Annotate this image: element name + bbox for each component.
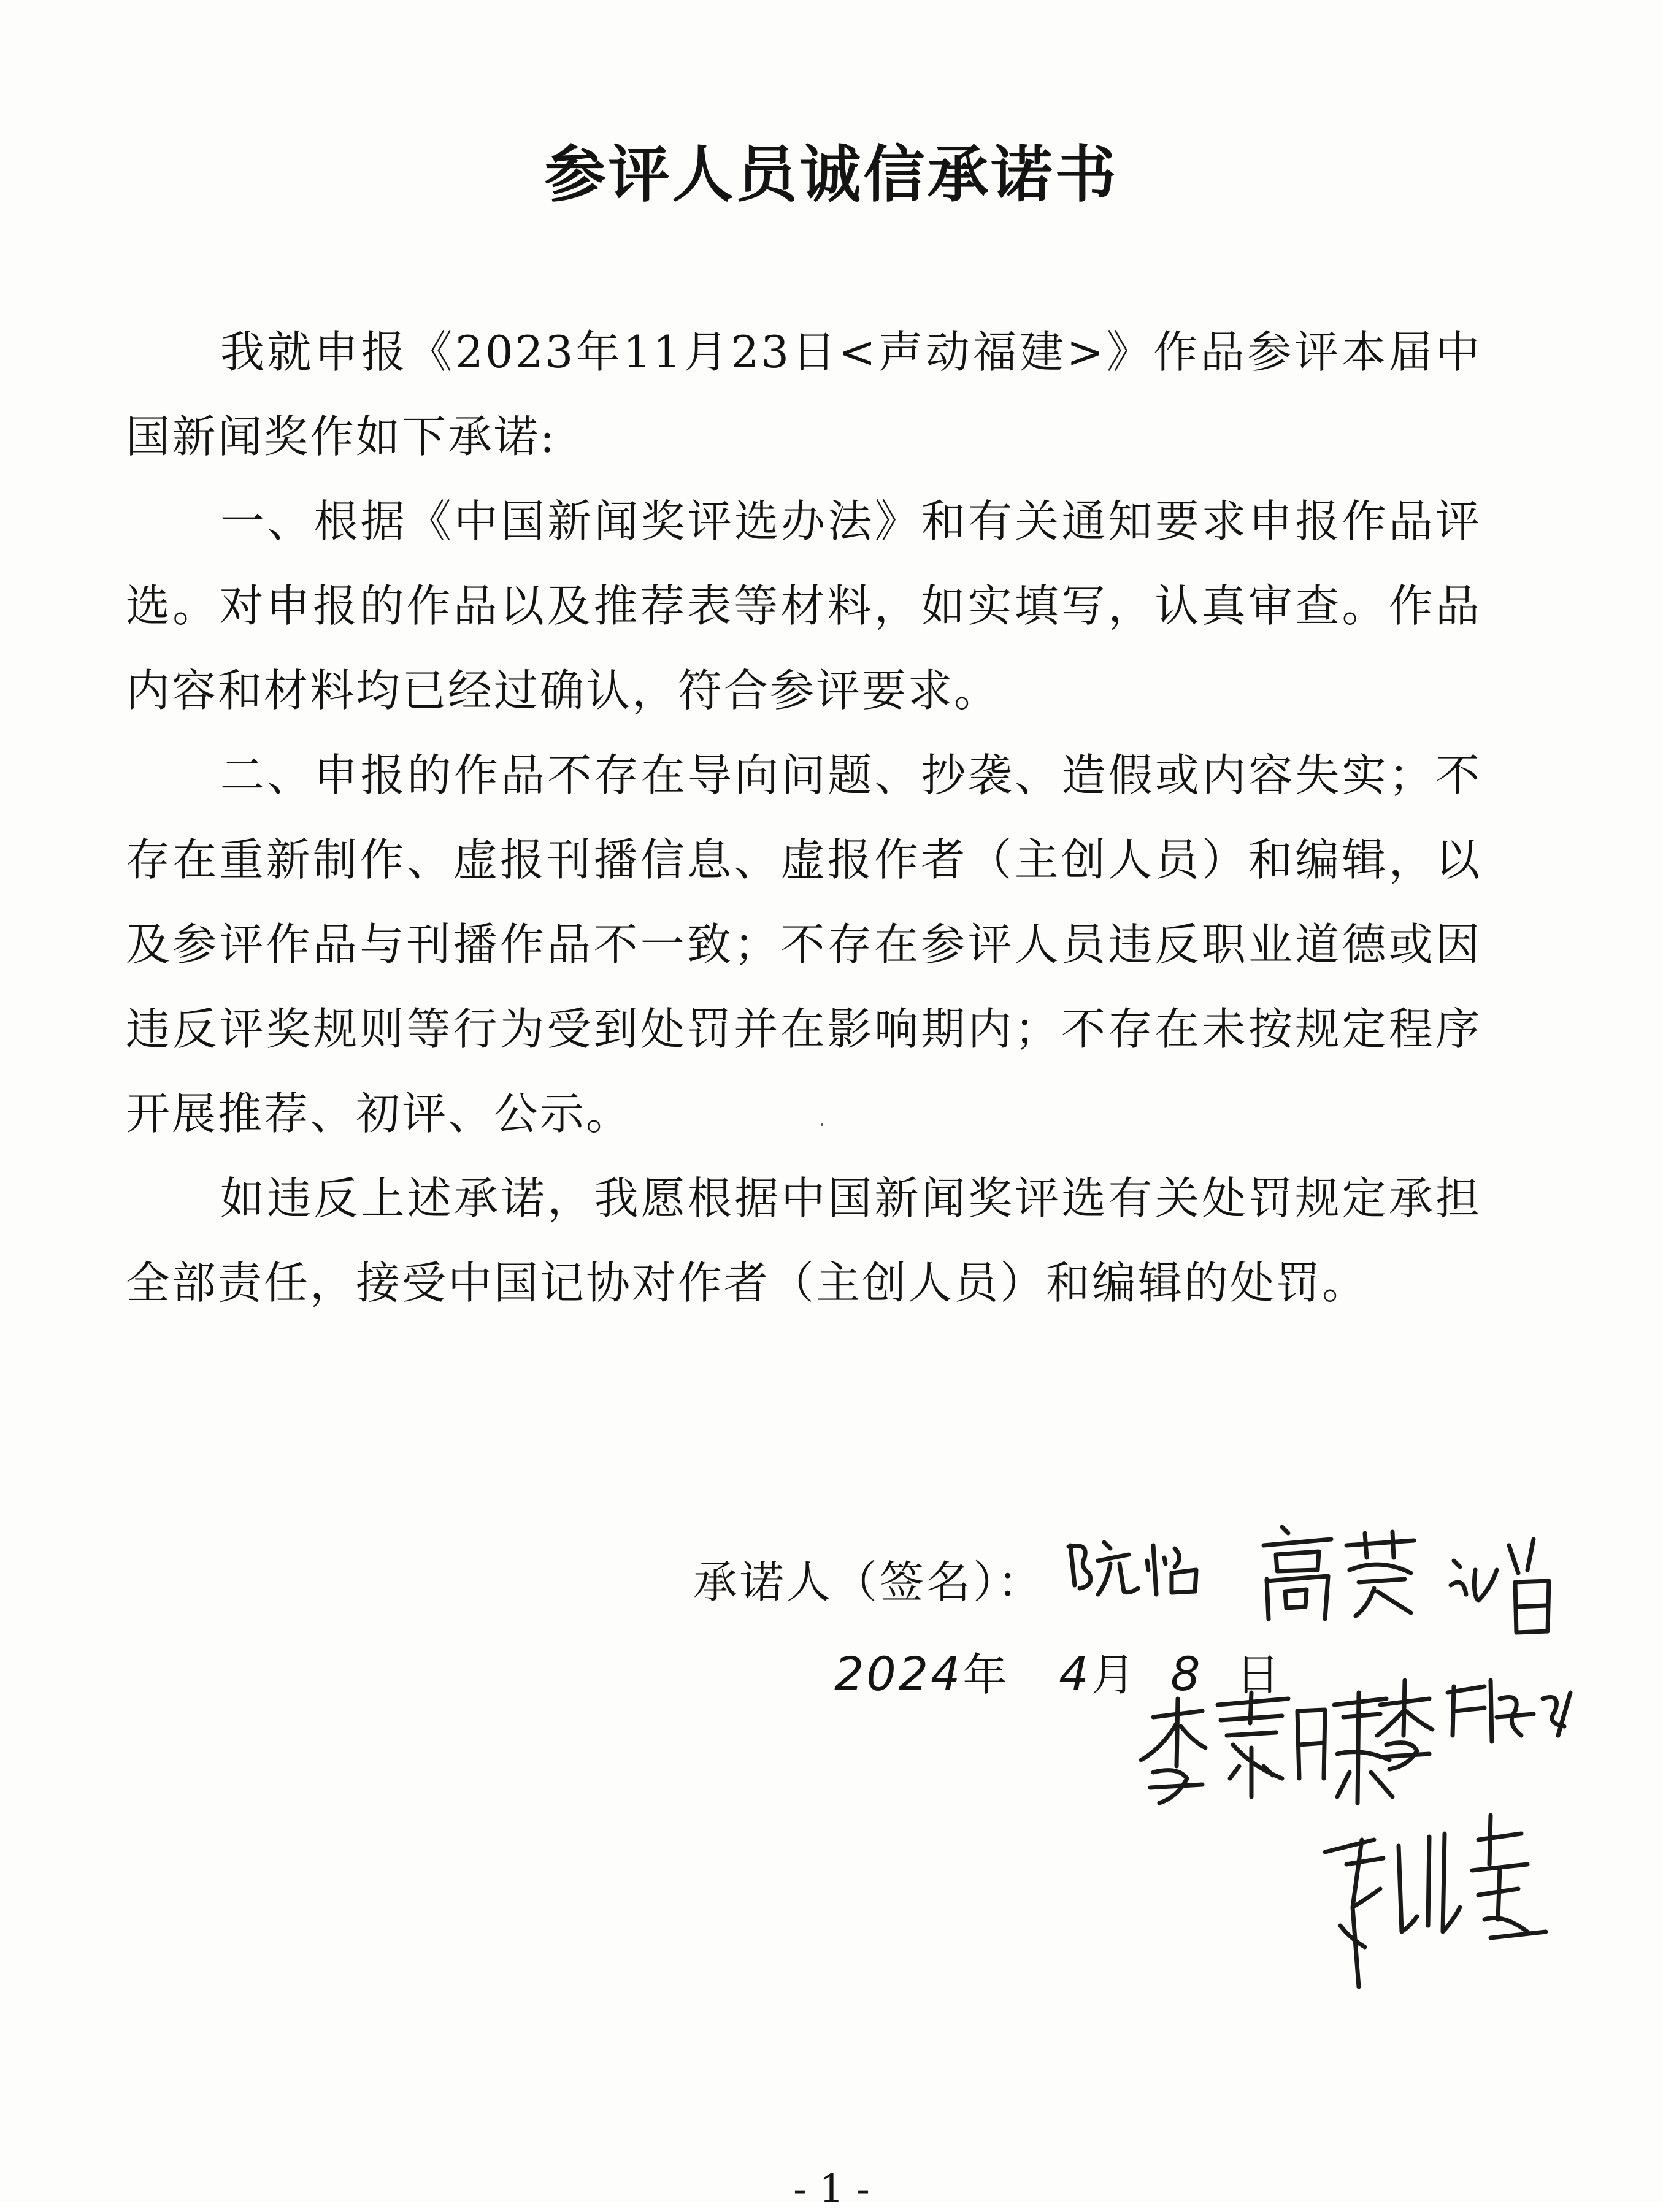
signature-2 [1264, 1527, 1414, 1619]
document-body [126, 310, 1481, 1325]
date-year: 2024 [834, 1647, 963, 1701]
signature-6 [1325, 1815, 1546, 1987]
commitment-one-paragraph: 一、根据《中国新闻奖评选办法》和有关通知要求申报作品评选。对申报的作品以及推荐表等材料，如实填写，认真审查。作品内容和材料均已经过确认，符合参评要求。 [126, 496, 1481, 716]
signature-3 [1451, 1539, 1549, 1632]
date-month: 4 [1059, 1647, 1091, 1701]
date-day: 8 [1170, 1647, 1203, 1701]
date-day-unit: 日 [1235, 1649, 1283, 1701]
signature-5 [1377, 1680, 1570, 1769]
signing-date [834, 1644, 1282, 1705]
liability-paragraph: 如违反上述承诺，我愿根据中国新闻奖评选有关处罚规定承担全部责任，接受中国记协对作者（主创人员）和编辑的处罚。 [126, 1173, 1481, 1309]
stray-ink-dot [821, 1123, 823, 1126]
date-year-unit: 年 [962, 1649, 1010, 1701]
signature-4 [1141, 1693, 1392, 1803]
date-month-unit: 月 [1091, 1649, 1138, 1701]
signature-1 [1069, 1542, 1196, 1594]
document-title: 参评人员诚信承诺书 [544, 139, 1119, 210]
commitment-two-paragraph: 二、申报的作品不存在导向问题、抄袭、造假或内容失实；不存在重新制作、虚报刊播信息、虚报作者（主创人员）和编辑，以及参评作品与刊播作品不一致；不存在参评人员违反职业道德或因违反评奖规则等行为受到处罚并在影响期内；不存在未按规定程序开展推荐、初评、公示。 [126, 749, 1481, 1139]
page-number: - 1 - [793, 2167, 870, 2212]
signature-label: 承诺人（签名）： [693, 1556, 1045, 1608]
intro-paragraph: 我就申报《2023年11月23日<声动福建>》作品参评本届中国新闻奖作如下承诺: [126, 326, 1481, 462]
